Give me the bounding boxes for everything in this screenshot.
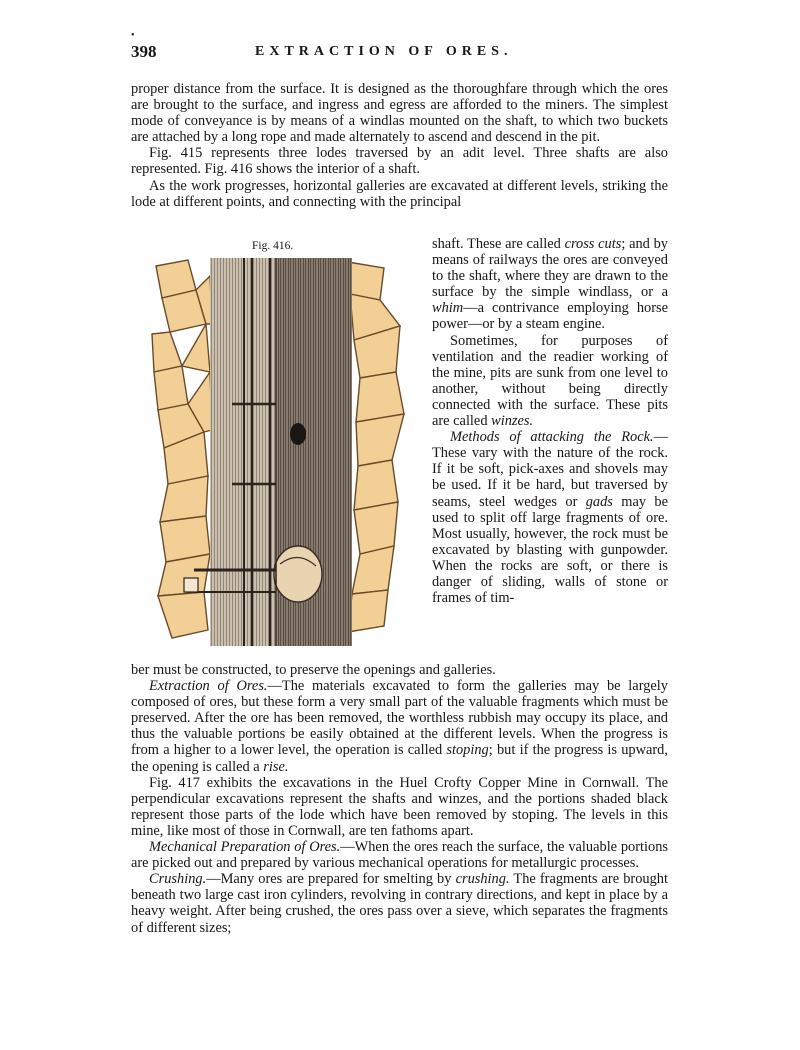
paragraph: Fig. 415 represents three lodes traversed by an adit level. Three shafts are also represented. Fig. 416 shows the interior of a shaft. xyxy=(131,145,668,178)
italic-term: crushing. xyxy=(455,871,510,888)
paragraph xyxy=(432,236,668,333)
paragraph xyxy=(131,871,668,935)
italic-term: cross cuts xyxy=(564,236,622,252)
italic-term: gads xyxy=(585,493,613,510)
text-run: ; but if the progress is upward, the opening is called a xyxy=(131,742,668,775)
running-title: EXTRACTION OF ORES. xyxy=(255,44,513,59)
text-run: ; and by means of railways the ores are conveyed to the shaft, where they are drawn to the surface by the simple windlass, or a xyxy=(432,236,668,301)
mine-shaft-illustration xyxy=(148,254,410,652)
text-run: shaft. These are called xyxy=(432,236,565,252)
italic-term: whim xyxy=(432,300,464,317)
paragraph xyxy=(131,678,668,775)
paragraph xyxy=(432,333,668,430)
page-mark: • xyxy=(131,30,135,41)
paragraph: proper distance from the surface. It is designed as the thoroughfare through which the ores are brought to the surface, and ingress and egress are afforded to the miners. The simplest mode of conveyance is by means of a windlas mounted on the shaft, to which two buckets are attached by a long rope and made alternately to ascend and descend in the pit. xyxy=(131,81,668,146)
text-run: Sometimes, for purposes of ventilation and the readier working of the mine, pits are sunk from one level to another, without being directly connected with the surface. These pits are called xyxy=(432,332,668,430)
paragraph xyxy=(131,839,668,871)
paragraph xyxy=(432,429,668,606)
paragraph: As the work progresses, horizontal galleries are excavated at different levels, striking the lode at different points, and connecting with the principal xyxy=(131,177,668,210)
section-heading: Mechanical Preparation of Ores. xyxy=(149,839,341,856)
paragraph: ber must be constructed, to preserve the openings and galleries. xyxy=(131,662,496,678)
text-run: — These vary with the nature of the rock. If it be soft, pick-axes and shovels may be used. If it be hard, but traversed by seams, steel wedges or xyxy=(432,429,668,510)
text-run: The fragments are brought beneath two large cast iron cylinders, revolving in contrary directions, and kept in place by a heavy weight. After being crushed, the ores pass over a sieve, which separates the fragments of different sizes; xyxy=(131,871,668,936)
text-run: —Many ores are prepared for smelting by xyxy=(206,871,456,888)
italic-term: stoping xyxy=(446,742,489,759)
section-heading: Methods of attacking the Rock. xyxy=(450,429,654,446)
bottom-text-block xyxy=(131,662,668,936)
text-run: may be used to split off large fragments of ore. Most usually, however, the rock must be excavated by blasting with gunpowder. When the rocks are soft, or there is danger of sliding, walls of stone or frames of tim- xyxy=(432,493,668,607)
text-run: —a contrivance employing horse power—or by a steam engine. xyxy=(432,300,668,333)
text-run: —When the ores reach the surface, the valuable portions are picked out and prepared by various mechanical operations for metallurgic processes. xyxy=(131,839,669,872)
text-run: —The materials excavated to form the galleries may be largely composed of ores, but these form a very small part of the valuable fragments which must be preserved. After the ore has been removed, the worthless rubbish may occupy its place, and thus the valuable portions be easily obtained at the different levels. When the progress is from a higher to a lower level, the operation is called xyxy=(131,678,669,759)
section-heading: Extraction of Ores. xyxy=(149,678,268,695)
section-heading: Crushing. xyxy=(149,871,207,888)
shaft-interior xyxy=(210,258,352,646)
page-number: 398 xyxy=(131,42,157,61)
italic-term: rise. xyxy=(263,758,289,775)
left-stone-wall xyxy=(152,260,212,638)
top-text-block xyxy=(131,81,668,210)
wrapped-text-block xyxy=(432,236,668,606)
figure-caption: Fig. 416. xyxy=(252,240,294,252)
right-stone-wall xyxy=(348,262,404,632)
paragraph: Fig. 417 exhibits the excavations in the Huel Crofty Copper Mine in Cornwall. The perpendicular excavations represent the shafts and winzes, and the portions shaded black represent those parts of the lode which have been removed by stoping. The levels in this mine, like most of those in Cornwall, are ten fathoms apart. xyxy=(131,774,668,839)
italic-term: winzes. xyxy=(491,413,534,430)
